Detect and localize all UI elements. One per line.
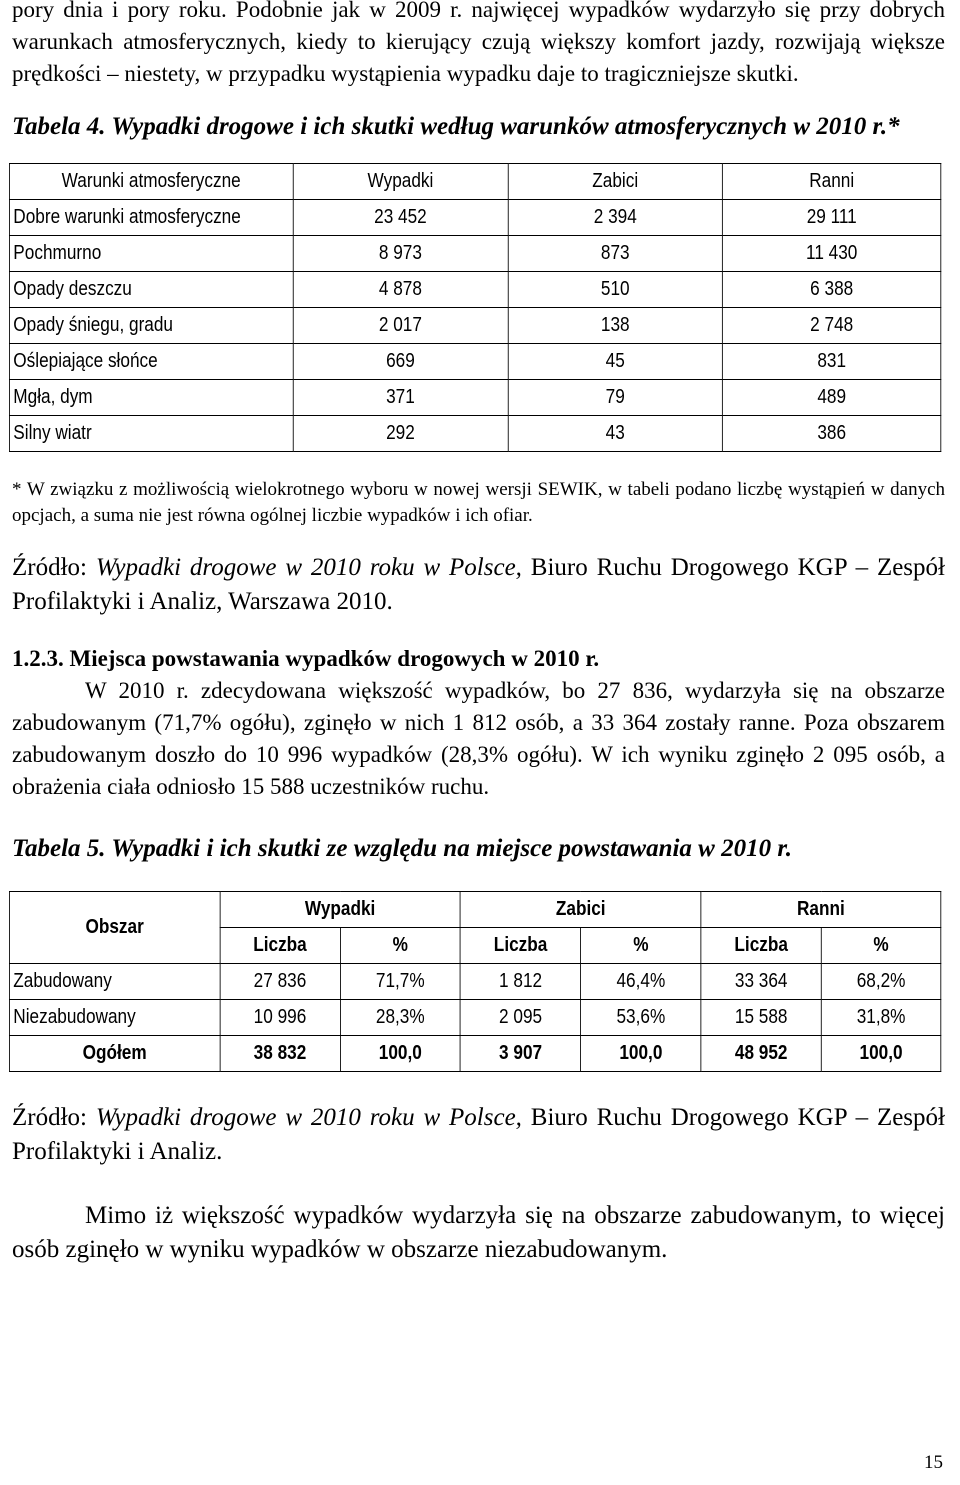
- source-title: Wypadki drogowe w 2010 roku w Polsce,: [95, 554, 522, 581]
- table5-row-label: Zabudowany: [9, 964, 219, 1000]
- table4-source: [12, 551, 945, 619]
- table5-group-header: Ranni: [701, 892, 941, 928]
- table4-wrapper: [12, 163, 952, 453]
- table5-row-label: Niezabudowany: [9, 1000, 219, 1036]
- source-prefix: Źródło:: [12, 1104, 96, 1131]
- table5-subheader: Liczba: [220, 928, 340, 964]
- table4-row-label: Opady śniegu, gradu: [9, 308, 293, 344]
- table5-subheader: %: [581, 928, 701, 964]
- table4-row: [9, 416, 940, 452]
- table5-source: [12, 1101, 945, 1169]
- table5-cell: 53,6%: [581, 1000, 701, 1036]
- table5-row: [9, 1000, 940, 1036]
- table4-header: Zabici: [508, 164, 723, 200]
- table4-row: [9, 308, 940, 344]
- table5-cell: 3 907: [460, 1036, 580, 1072]
- section-paragraph: W 2010 r. zdecydowana większość wypadków, bo 27 836, wydarzyła się na obszarze zabudowanym (71,7% ogółu), zginęło w nich 1 812 osób, a 33 364 zostały ranne. Poza obszarem zabudowanym doszło do 10 996 wypadków (28,3% ogółu). W ich wyniku zginęło 2 095 osób, a obrażenia ciała odniosło 15 588 uczestników ruchu.: [12, 678, 945, 799]
- table5-cell: 100,0: [581, 1036, 701, 1072]
- table4-cell: 29 111: [723, 200, 941, 236]
- table5-cell: 1 812: [460, 964, 580, 1000]
- table4-row-label: Oślepiające słońce: [9, 344, 293, 380]
- table4-header: Ranni: [723, 164, 941, 200]
- table4-cell: 43: [508, 416, 723, 452]
- source-rest: Biuro Ruchu Drogowego KGP – Zespół Profilaktyki i Analiz.: [12, 1104, 945, 1165]
- table4-caption: Tabela 4. Wypadki drogowe i ich skutki według warunków atmosferycznych w 2010 r.*: [12, 113, 900, 140]
- table4-cell: 873: [508, 236, 723, 272]
- table5-cell: 2 095: [460, 1000, 580, 1036]
- table4-cell: 386: [723, 416, 941, 452]
- table5-subheader: Liczba: [701, 928, 821, 964]
- table5-cell: 10 996: [220, 1000, 340, 1036]
- table5-cell: 71,7%: [340, 964, 460, 1000]
- table4-cell: 23 452: [293, 200, 508, 236]
- table4-row: [9, 200, 940, 236]
- table4-cell: 45: [508, 344, 723, 380]
- table4-row-label: Dobre warunki atmosferyczne: [9, 200, 293, 236]
- table4-row: [9, 380, 940, 416]
- table5-total-row: [9, 1036, 940, 1072]
- table5-cell: 46,4%: [581, 964, 701, 1000]
- table5-cell: 15 588: [701, 1000, 821, 1036]
- closing-paragraph: Mimo iż większość wypadków wydarzyła się na obszarze zabudowanym, to więcej osób zginęło w wyniku wypadków w obszarze niezabudowanym.: [12, 1202, 945, 1263]
- table5-caption: Tabela 5. Wypadki i ich skutki ze względu na miejsce powstawania w 2010 r.: [12, 835, 792, 862]
- document-page: [12, 0, 945, 1267]
- table4-row: [9, 236, 940, 272]
- table5-cell: 33 364: [701, 964, 821, 1000]
- table4-cell: 2 748: [723, 308, 941, 344]
- table5-cell: 31,8%: [821, 1000, 940, 1036]
- table4-cell: 2 394: [508, 200, 723, 236]
- table4-footnote: * W związku z możliwością wielokrotnego wyboru w nowej wersji SEWIK, w tabeli podano liczbę wystąpień w danych opcjach, a suma nie jest równa ogólnej liczbie wypadków i ich ofiar.: [12, 479, 945, 526]
- table5-group-row: [9, 892, 940, 928]
- table5-subheader: %: [340, 928, 460, 964]
- table4-cell: 489: [723, 380, 941, 416]
- page-number: 15: [924, 1452, 943, 1473]
- table4-cell: 510: [508, 272, 723, 308]
- table5: [9, 891, 941, 1072]
- table5-area-header: Obszar: [9, 892, 219, 964]
- table4-row: [9, 344, 940, 380]
- table5-cell: 27 836: [220, 964, 340, 1000]
- table4-cell: 8 973: [293, 236, 508, 272]
- table5-group-header: Wypadki: [220, 892, 461, 928]
- source-title: Wypadki drogowe w 2010 roku w Polsce,: [95, 1104, 522, 1131]
- table4-header: Warunki atmosferyczne: [9, 164, 293, 200]
- source-rest: Biuro Ruchu Drogowego KGP – Zespół Profilaktyki i Analiz, Warszawa 2010.: [12, 554, 945, 615]
- table5-cell: 38 832: [220, 1036, 340, 1072]
- table4-cell: 6 388: [723, 272, 941, 308]
- table4-row-label: Opady deszczu: [9, 272, 293, 308]
- table4-cell: 669: [293, 344, 508, 380]
- table4-header-row: [9, 164, 940, 200]
- table4-cell: 831: [723, 344, 941, 380]
- table4-row-label: Pochmurno: [9, 236, 293, 272]
- table5-wrapper: [12, 891, 952, 1071]
- table5-group-header: Zabici: [460, 892, 701, 928]
- table4-row-label: Mgła, dym: [9, 380, 293, 416]
- table5-cell: 48 952: [701, 1036, 821, 1072]
- table4-cell: 79: [508, 380, 723, 416]
- table4-cell: 371: [293, 380, 508, 416]
- table5-row-label: Ogółem: [9, 1036, 219, 1072]
- table4-row: [9, 272, 940, 308]
- table4-cell: 4 878: [293, 272, 508, 308]
- table4-cell: 292: [293, 416, 508, 452]
- table5-cell: 28,3%: [340, 1000, 460, 1036]
- intro-paragraph: pory dnia i pory roku. Podobnie jak w 2009 r. najwięcej wypadków wydarzyło się przy dobrych warunkach atmosferycznych, kiedy to kierujący czują większy komfort jazdy, rozwijają większe prędkości – niestety, w przypadku wystąpienia wypadku daje to tragiczniejsze skutki.: [12, 0, 945, 86]
- table5-cell: 100,0: [340, 1036, 460, 1072]
- table4: [9, 163, 941, 452]
- source-prefix: Źródło:: [12, 554, 96, 581]
- table4-cell: 11 430: [723, 236, 941, 272]
- table5-row: [9, 964, 940, 1000]
- table4-cell: 2 017: [293, 308, 508, 344]
- table5-cell: 100,0: [821, 1036, 940, 1072]
- table5-cell: 68,2%: [821, 964, 940, 1000]
- table4-header: Wypadki: [293, 164, 508, 200]
- section-heading: 1.2.3. Miejsca powstawania wypadków drogowych w 2010 r.: [12, 646, 600, 671]
- table5-subheader: %: [821, 928, 940, 964]
- table4-cell: 138: [508, 308, 723, 344]
- table5-subheader: Liczba: [460, 928, 580, 964]
- table4-row-label: Silny wiatr: [9, 416, 293, 452]
